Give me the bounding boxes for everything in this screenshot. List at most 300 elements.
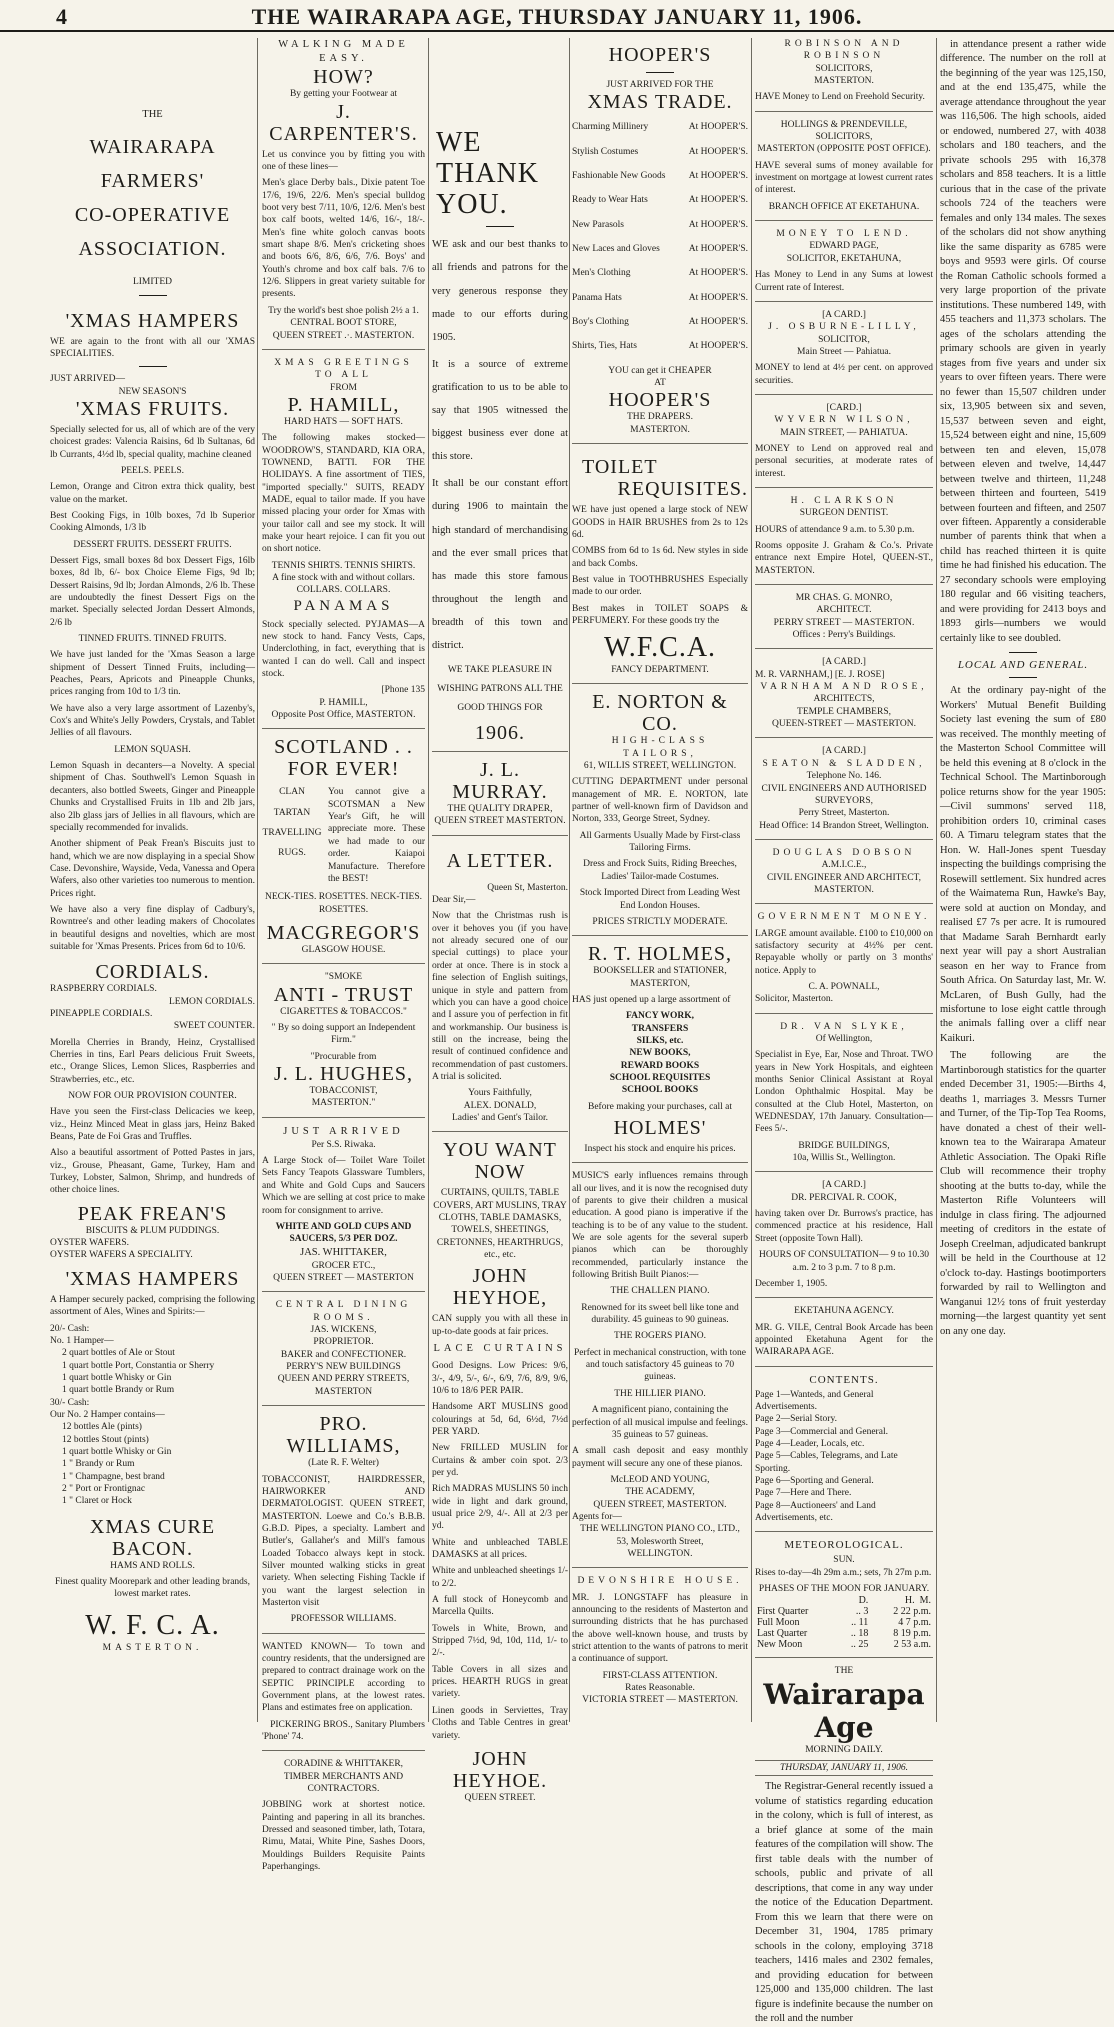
ad-label: PERRY'S NEW BUILDINGS bbox=[286, 1362, 401, 1373]
ad-body: White and unbleached TABLE DAMASKS at all prices. bbox=[432, 1537, 568, 1561]
list-item: 2 " Port or Frontignac bbox=[62, 1483, 146, 1494]
ad-label: RUGS. bbox=[278, 848, 306, 859]
ad-subheading: FOR EVER! bbox=[287, 758, 400, 781]
ad-body: Another shipment of Peak Frean's Biscuits just to hand, which we are now displaying in a special Show Case. Devonshire, Wayside, Veda, Vanessa and Opera Wafers, also other varieties too numerous to mention. Prices right. bbox=[50, 839, 255, 899]
ad-location: GLASGOW HOUSE. bbox=[301, 944, 386, 955]
ad-location: 61, WILLIS STREET, WELLINGTON. bbox=[583, 761, 737, 772]
ad-body: LARGE amount available. £100 to £10,000 on satisfactory security at 4½% per cent. Repayable wholly or partly on 3 months' notice. Apply to bbox=[755, 928, 933, 976]
list-item: 1 quart bottle Whisky or Gin bbox=[62, 1372, 172, 1383]
ad-subheading: R. T. HOLMES, bbox=[588, 943, 732, 966]
ad-label: THE QUALITY DRAPER, bbox=[447, 804, 553, 815]
ad-label: NECK-TIES. ROSETTES. NECK-TIES. ROSETTES. bbox=[264, 892, 422, 915]
ad-heading: DEVONSHIRE HOUSE. bbox=[577, 1576, 743, 1587]
ad-location: WELLINGTON. bbox=[627, 1548, 693, 1559]
ad-label: ARCHITECT. bbox=[816, 605, 872, 616]
ad-body: MONEY to Lend on approved real and personal securities, at moderate rates of interest. bbox=[755, 443, 933, 479]
table-header bbox=[755, 1595, 838, 1606]
ad-body: A magnificent piano, containing the perfection of all musical impulse and feelings. 35 guineas to 57 guineas. bbox=[572, 1405, 748, 1440]
ad-subheading: PEAK FREAN'S bbox=[77, 1202, 228, 1225]
table-header: M. bbox=[919, 1595, 931, 1607]
ad-label: LEMON CORDIALS. bbox=[168, 996, 255, 1007]
ad-location: MASTERTON." bbox=[311, 1098, 376, 1109]
ad-body: You cannot give a SCOTSMAN a New Year's Gift, he will appreciate more. These we had made to our order. Kaiapoi Manufacture. Therefore the BEST! bbox=[328, 787, 425, 884]
ad-label: HARD HATS — SOFT HATS. bbox=[284, 416, 403, 427]
ad-body: All Garments Usually Made by First-class Tailoring Firms. bbox=[579, 830, 741, 854]
ad-subheading: A LETTER. bbox=[446, 849, 554, 872]
ad-subheading: SCOTLAND . . bbox=[274, 736, 413, 759]
ad-label: McLEOD AND YOUNG, bbox=[610, 1474, 710, 1485]
ad-label: JAS. WICKENS, bbox=[310, 1325, 377, 1336]
ad-location: QUEEN STREET — MASTERTON bbox=[273, 1273, 414, 1284]
ad-subheading: HOLMES' bbox=[613, 1116, 707, 1139]
table-row bbox=[755, 1639, 933, 1650]
ad-subheading: CORDIALS. bbox=[95, 961, 210, 984]
ad-location: QUEEN STREET. bbox=[464, 1792, 536, 1803]
ad-label: SWEET COUNTER. bbox=[173, 1021, 255, 1032]
ad-body: White and unbleached sheetings 1/- to 2/2. bbox=[432, 1566, 568, 1589]
ad-body: Stock specially selected. PYJAMAS—A new stock to hand. Fancy Vests, Caps, Underclothing, in fact, everything that is wanted I can do well. Call and inspect stock. bbox=[262, 619, 425, 680]
ad-label: [A CARD.] bbox=[822, 746, 866, 757]
list-item: Ready to Wear Hats bbox=[572, 195, 648, 206]
ad-location: MASTERTON, bbox=[630, 978, 690, 989]
list-item: At HOOPER'S. bbox=[688, 171, 748, 182]
list-item: REWARD BOOKS bbox=[620, 1060, 700, 1071]
ad-label: AT bbox=[654, 378, 666, 389]
ad-subheading: 1906. bbox=[475, 722, 525, 745]
list-item: Stylish Costumes bbox=[572, 146, 639, 157]
ad-label: SUN. bbox=[833, 1555, 855, 1566]
ad-heading: DR. VAN SLYKE, bbox=[780, 1021, 908, 1032]
list-item: At HOOPER'S. bbox=[688, 122, 748, 133]
ad-body: A Hamper securely packed, comprising the following assortment of Ales, Wines and Spirits:— bbox=[50, 1294, 255, 1318]
ad-label: FANCY DEPARTMENT. bbox=[611, 665, 709, 676]
ad-subheading: BACON. bbox=[111, 1537, 193, 1560]
ad-subheading: JOHN HEYHOE. bbox=[452, 1747, 548, 1792]
ad-body: Good Designs. Low Prices: 9/6, 3/-, 4/9, 5/-, 6/-, 6/9, 7/6, 8/9, 9/6, 10/6 to 18/6 PER PAIR. bbox=[432, 1361, 568, 1396]
ad-label: OYSTER WAFERS A SPECIALITY. bbox=[50, 1250, 193, 1261]
ad-label: THE CHALLEN PIANO. bbox=[610, 1286, 710, 1297]
phone-number: [Phone 135 bbox=[381, 685, 425, 696]
ad-body: MR. G. VILE, Central Book Arcade has been appointed Eketahuna Agent for the WAIRARAPA AGE. bbox=[755, 1322, 933, 1358]
ad-label: BRANCH OFFICE AT EKETAHUNA. bbox=[768, 201, 920, 212]
ad-label: Dear Sir,— bbox=[432, 895, 476, 906]
ad-location: 10a, Willis St., Wellington. bbox=[792, 1153, 896, 1164]
list-item: Charming Millinery bbox=[572, 122, 649, 133]
ad-label: M. R. VARNHAM,] [E. J. ROSE] bbox=[755, 669, 885, 680]
ad-label: Telephone No. 146. bbox=[806, 771, 882, 782]
ad-body: Lemon Squash in decanters—a Novelty. A special shipment of Chas. Southwell's Lemon Squash in decanters, also bottled Sweets, Ginger and Pineapple Chunks and Crystallised Fruits in 1lb and 2lb jars, also 2lb glass jars of Jellies in all flavours, which are specially recommended for invalids. bbox=[50, 761, 255, 833]
ad-location: QUEEN STREET, MASTERTON. bbox=[593, 1499, 727, 1510]
ad-heading: HOLLINGS & PRENDEVILLE, bbox=[780, 119, 908, 130]
section-heading: METEOROLOGICAL. bbox=[784, 1539, 904, 1552]
list-item: At HOOPER'S. bbox=[688, 341, 748, 352]
list-item: At HOOPER'S. bbox=[688, 219, 748, 230]
ad-subheading: 'XMAS HAMPERS bbox=[65, 309, 240, 332]
ad-body: We have just landed for the 'Xmas Season a large shipment of Dessert Tinned Fruits, including— Peaches, Pears, Apricots and Pineapple Chunks, prices ranging from 10d to 1/3 tin. bbox=[50, 650, 255, 698]
ad-label: JUST ARRIVED FOR THE bbox=[606, 80, 714, 90]
ad-body: Renowned for its sweet bell like tone and durability. 45 guineas to 90 guineas. bbox=[581, 1302, 739, 1326]
list-item: At HOOPER'S. bbox=[688, 195, 748, 206]
ad-label: No. 1 Hamper— bbox=[50, 1335, 114, 1346]
ad-body: MR. J. LONGSTAFF has pleasure in announcing to the residents of Masterton and surrounding districts that he has purchased the above well-known house, and trusts by strict attention to the wants of patrons to merit a continuance of support. bbox=[572, 1592, 748, 1665]
ad-body: Rich MADRAS MUSLINS 50 inch wide in light and dark ground, usual price 2/9, 4/-. All at 2/3 per yd. bbox=[432, 1484, 568, 1532]
list-item: Page 1—Wanteds, and General Advertisements. bbox=[755, 1389, 874, 1412]
ad-label: FIRST-CLASS ATTENTION. bbox=[602, 1670, 718, 1681]
ad-heading: GOVERNMENT MONEY. bbox=[757, 912, 931, 923]
ad-heading: DR. PERCIVAL R. COOK, bbox=[791, 1192, 897, 1203]
ad-body: HOURS OF CONSULTATION— 9 to 10.30 a.m. 2 to 3 p.m. 7 to 8 p.m. bbox=[759, 1250, 929, 1273]
ad-body: It is a source of extreme gratification to us to be able to say that 1905 witnessed the biggest business ever done at this store. bbox=[432, 358, 568, 463]
ad-label: LACE CURTAINS bbox=[433, 1343, 567, 1355]
ad-subheading: XMAS CURE bbox=[89, 1515, 216, 1538]
ad-label: SOLICITOR, bbox=[818, 334, 870, 345]
ad-label: Rates Reasonable. bbox=[625, 1683, 695, 1694]
ad-label: By getting your Footwear at bbox=[289, 89, 398, 100]
list-item: At HOOPER'S. bbox=[688, 292, 748, 303]
ad-heading: MONEY TO LEND. bbox=[776, 229, 912, 240]
ad-label: A fine stock with and without collars. COLLARS. COLLARS. bbox=[272, 573, 415, 596]
column-rule bbox=[257, 38, 258, 1722]
list-item: Shirts, Ties, Hats bbox=[572, 341, 637, 352]
ad-heading: EKETAHUNA AGENCY. bbox=[794, 1306, 894, 1317]
ad-label: (Late R. F. Welter) bbox=[308, 1458, 379, 1469]
ad-body: WE are again to the front with all our 'XMAS SPECIALITIES. bbox=[50, 336, 255, 359]
ad-label: PHASES OF THE MOON FOR JANUARY. bbox=[758, 1584, 930, 1595]
table-cell: New Moon bbox=[757, 1639, 803, 1651]
ad-heading: WALKING MADE EASY. bbox=[278, 39, 409, 65]
ad-heading-line: YOU. bbox=[436, 188, 508, 220]
ad-label: EDWARD PAGE, bbox=[809, 241, 879, 252]
ad-body: Stock Imported Direct from Leading West End London Houses. bbox=[579, 888, 741, 911]
ad-heading-line: THANK bbox=[436, 157, 539, 189]
ad-body: Inspect his stock and enquire his prices. bbox=[584, 1143, 736, 1154]
ad-body: HAS just opened up a large assortment of bbox=[572, 994, 731, 1005]
list-item: Page 4—Leader, Locals, etc. bbox=[755, 1438, 865, 1449]
ad-label: Our No. 2 Hamper contains— bbox=[50, 1409, 165, 1420]
ad-subheading: PANAMAS bbox=[293, 597, 394, 614]
ad-label: TOBACCONIST, bbox=[309, 1085, 378, 1096]
ad-signature: W.F.C.A. bbox=[603, 632, 717, 664]
ad-label: Yours Faithfully, bbox=[468, 1088, 532, 1099]
table-cell: 4 7 p.m. bbox=[898, 1617, 931, 1629]
ad-label: CIGARETTES & TOBACCOS." bbox=[280, 1006, 407, 1017]
ad-heading: DOUGLAS DOBSON bbox=[772, 847, 916, 858]
ad-body: MUSIC'S early influences remains through all our lives, and it is now the recognised duty of parents to give their children a musical education. A good piano is imperative if the teaching is to be of any value to the student. We are sole agents for the several superb pianos which can be thoroughly recommended, particularly instance the following British Built Pianos:— bbox=[572, 1171, 748, 1281]
ad-heading: ROBINSON AND ROBINSON bbox=[784, 39, 904, 62]
ad-heading: XMAS GREETINGS TO ALL bbox=[274, 357, 413, 381]
ad-heading-line: WAIRARAPA bbox=[89, 136, 216, 159]
ad-body: Linen goods in Serviettes, Tray Cloths and Table Centres in great variety. bbox=[432, 1705, 568, 1741]
ad-body: CAN supply you with all these in up-to-date goods at fair prices. bbox=[432, 1314, 568, 1337]
ad-body: Let us convince you by fitting you with one of these lines— bbox=[262, 149, 425, 173]
ad-label: NOW FOR OUR PROVISION COUNTER. bbox=[68, 1091, 237, 1102]
column-rule bbox=[569, 38, 570, 1722]
ad-label: 53, Molesworth Street, bbox=[616, 1536, 704, 1547]
ad-body: Best Cooking Figs, in 10lb boxes, 7d lb Superior Cooking Almonds, 1/3 lb bbox=[50, 510, 255, 534]
ad-subheading: J. CARPENTER'S. bbox=[269, 100, 418, 145]
ad-body: CURTAINS, QUILTS, TABLE COVERS, ART MUSLINS, TRAY CLOTHS, TABLE DAMASKS, TOWELS, SHEETINGS, CRETONNES, HEARTHRUGS, etc., etc. bbox=[433, 1188, 567, 1261]
list-item: FANCY WORK, bbox=[626, 1011, 694, 1022]
ad-label: CENTRAL BOOT STORE, bbox=[290, 318, 397, 329]
dateline: THURSDAY, JANUARY 11, 1906. bbox=[755, 1760, 933, 1776]
ad-label: THE DRAPERS. bbox=[627, 412, 693, 423]
ad-location: Main Street — Pahiatua. bbox=[797, 346, 891, 357]
ad-subheading: 'XMAS FRUITS. bbox=[75, 397, 230, 420]
ad-heading: SEATON & SLADDEN, bbox=[762, 758, 926, 769]
ad-location: VICTORIA STREET — MASTERTON. bbox=[582, 1695, 738, 1706]
ad-body: Handsome ART MUSLINS good colourings at 5d, 6d, 6½d, 7½d PER YARD. bbox=[432, 1402, 568, 1437]
ad-label: GROCER ETC., bbox=[311, 1260, 376, 1271]
list-item: Men's Clothing bbox=[572, 268, 631, 279]
ad-body: Specialist in Eye, Ear, Nose and Throat. TWO years in New York Hospitals, and eighteen months Senior Clinical Assistant at Royal London Ophthalmic Hospital. May be consulted at the Club Hotel, Masterton, on WEDNESDAY, 17th January. Consultation—Fees 5/-. bbox=[755, 1050, 933, 1135]
list-item: Page 7—Here and There. bbox=[755, 1488, 852, 1499]
ad-label: [A CARD.] bbox=[822, 309, 866, 320]
list-item: 12 bottles Ale (pints) bbox=[62, 1422, 142, 1433]
section-heading: CONTENTS. bbox=[809, 1373, 879, 1386]
list-item: 1 quart bottle Port, Constantia or Sherry bbox=[62, 1360, 215, 1371]
editorial-text: The Registrar-General recently issued a volume of statistics regarding education in the colony, which is full of interest, as a brief glance at some of the main features of the compilation will show. The first table deals with the number of schools, public and private of all descriptions, that come in any way under the notice of the Education Department. From this we learn that there were on December 31, 1904, 1785 primary schools in the colony, employing 3718 teachers, 1416 males and 2302 females, and providing education for between 125,000 and 135,000 children. The last figure is indefinite because the number on the roll and the number bbox=[755, 1781, 933, 2025]
table-row bbox=[755, 1628, 933, 1639]
ad-label: Per S.S. Riwaka. bbox=[311, 1139, 376, 1150]
ad-location: MASTERTON bbox=[314, 1386, 373, 1397]
list-item: Page 6—Sporting and General. bbox=[755, 1475, 874, 1486]
ad-body: " By so doing support an Independent Firm." bbox=[271, 1022, 416, 1046]
list-item: SILKS, etc. bbox=[636, 1035, 684, 1046]
ad-label: Head Office: 14 Brandon Street, Wellington. bbox=[759, 820, 929, 831]
ad-body: Rises to-day—4h 29m a.m.; sets, 7h 27m p.m. bbox=[755, 1567, 932, 1578]
ad-location: MASTERTON. bbox=[630, 424, 690, 435]
list-item: Page 3—Commercial and General. bbox=[755, 1426, 888, 1437]
list-item: 1 " Brandy or Rum bbox=[62, 1459, 135, 1470]
ad-heading: WYVERN WILSON, bbox=[774, 415, 914, 426]
ad-location: Opposite Post Office, MASTERTON. bbox=[271, 710, 416, 721]
ad-label: [CARD.] bbox=[826, 402, 862, 413]
table-row bbox=[755, 1595, 933, 1606]
ad-heading: CENTRAL DINING ROOMS. bbox=[275, 1300, 412, 1323]
ad-body: Has Money to Lend in any Sums at lowest Current rate of Interest. bbox=[755, 270, 933, 293]
ad-location: MASTERTON. bbox=[102, 1642, 203, 1653]
list-item: TRANSFERS bbox=[631, 1023, 689, 1034]
ad-subheading: J. L. MURRAY. bbox=[452, 759, 548, 804]
ad-label: TARTAN bbox=[273, 807, 311, 818]
table-cell: .. 25 bbox=[850, 1639, 869, 1651]
ad-label: TINNED FRUITS. TINNED FRUITS. bbox=[78, 634, 227, 645]
ad-heading: H. CLARKSON bbox=[790, 495, 898, 506]
table-header: H. bbox=[904, 1595, 915, 1607]
ad-heading: VARNHAM AND ROSE, bbox=[760, 682, 928, 693]
news-text: The following are the Martinborough statistics for the quarter ended December 31, 1905:—Births 4, deaths 1, marriages 3. Messrs Turner and Turner, of the Tip-Top Tea Rooms, have donated a chest of their well-known tea to the Wairarapa Amateur Athletic Association. The Opaki Rifle Club will recommence their trophy shooting at the butts to-day, while the Masterton Rifle Volunteers will indulge in class firing. The adjourned meeting of creditors in the estate of Joseph Creelman, adjudicated bankrupt will be held in the Courthouse at 12 o'clock to-day. Hastings bootimporters forwarded by rail to Wellington and Wanganui 12½ tons of fruit yesterday morning—the largest quantity yet sent on any one day. bbox=[940, 1050, 1106, 1337]
column-3 bbox=[432, 38, 568, 1803]
ad-label: Offices : Perry's Buildings. bbox=[792, 630, 896, 641]
ad-label: "Procurable from bbox=[310, 1051, 377, 1062]
table-cell: .. 11 bbox=[851, 1617, 869, 1629]
list-item: Panama Hats bbox=[572, 292, 622, 303]
list-item: Fashionable New Goods bbox=[572, 171, 666, 182]
column-4 bbox=[572, 38, 748, 1722]
ad-subheading: E. NORTON & CO. bbox=[592, 691, 728, 736]
ad-label: Ladies' and Gent's Tailor. bbox=[452, 1112, 548, 1123]
column-6 bbox=[940, 38, 1106, 1722]
ad-body: Finest quality Moorepark and other leading brands, lowest market rates. bbox=[55, 1577, 250, 1600]
ad-label: JAS. WHITTAKER, bbox=[300, 1246, 387, 1258]
column-5 bbox=[755, 38, 933, 2025]
ad-location: Perry Street, Masterton. bbox=[798, 808, 890, 819]
ad-label: NEW SEASON'S bbox=[118, 386, 187, 397]
ad-body: A small cash deposit and easy monthly payment will secure any one of these pianos. bbox=[572, 1446, 748, 1469]
ad-label: OYSTER WAFERS. bbox=[50, 1238, 130, 1249]
ad-label: HAMS AND ROLLS. bbox=[110, 1560, 195, 1571]
ad-label: PEELS. PEELS. bbox=[120, 465, 185, 476]
list-item: 2 quart bottles of Ale or Stout bbox=[62, 1348, 175, 1359]
column-rule bbox=[751, 38, 752, 1722]
ad-heading: MR CHAS. G. MONRO, bbox=[795, 593, 893, 604]
ad-heading-line: WE bbox=[436, 127, 482, 158]
ad-label: THE HILLIER PIANO. bbox=[614, 1388, 706, 1399]
ad-body: Table Covers in all sizes and prices. HEARTH RUGS in great variety. bbox=[432, 1664, 568, 1700]
list-item: New Laces and Gloves bbox=[572, 244, 660, 255]
ad-label: PRICES STRICTLY MODERATE. bbox=[592, 916, 728, 927]
section-heading: LOCAL AND GENERAL. bbox=[957, 659, 1089, 672]
ad-body: JOBBING work at shortest notice. Painting and papering in all its branches. Dressed and seasoned timber, lath, Totara, Rimu, Matai, White Pine, Sashes Doors, Mouldings Builders Requisite Paints Paperhangings. bbox=[262, 1800, 425, 1873]
ad-subheading: JOHN HEYHOE, bbox=[452, 1265, 548, 1310]
ad-body: Men's glace Derby bals., Dixie patent Toe 17/6, 19/6, 22/6. Men's special bulldog boot very best 7/11, 10/6, 12/6. Men's best box calf boots, welted 14/6, 16/-, 18/-. Men's fine white goloch canvas boots smart shape 8/6. Men's cricketing shoes and boots 6/6, 8/6, 6/6, 7/6. Boys' and Youth's chrome and box calf bals. 7/6 to 12/6. Slippers in great variety suitable for presents. bbox=[262, 178, 425, 300]
ad-label: A.M.I.C.E., bbox=[821, 860, 867, 871]
ad-label: "SMOKE bbox=[324, 972, 363, 983]
ad-label: ARCHITECTS, bbox=[813, 694, 875, 705]
table-row bbox=[755, 1617, 933, 1628]
ad-body: having taken over Dr. Burrows's practice, has commenced practice at his residence, Hall Street (opposite Town Hall). bbox=[755, 1209, 933, 1244]
ad-label: 20/- Cash: bbox=[50, 1323, 90, 1334]
ad-label: THE ACADEMY, bbox=[625, 1487, 695, 1498]
nameplate: Wairarapa Age bbox=[763, 1677, 925, 1744]
list-item: New Parasols bbox=[572, 219, 624, 230]
ad-body: Specially selected for us, all of which are of the very choicest grades: Valencia Raisins, 6d lb Sultanas, 6d lb Currants, 4½d lb, special quality, machine cleaned bbox=[50, 424, 255, 460]
ad-body: Towels in White, Brown, and Stripped 7½d, 9d, 10d, 11d, 1/- to 2/-. bbox=[432, 1623, 568, 1659]
ad-signature: W. F. C. A. bbox=[85, 1609, 220, 1641]
column-rule bbox=[428, 38, 429, 1722]
masthead bbox=[0, 0, 1114, 32]
ad-label: ALEX. DONALD, bbox=[463, 1100, 537, 1111]
ad-subheading: MACGREGOR'S bbox=[266, 921, 421, 944]
ad-label: MORNING DAILY. bbox=[805, 1744, 883, 1755]
ad-heading: HOOPER'S bbox=[608, 44, 712, 66]
ad-label: [A CARD.] bbox=[822, 1180, 866, 1191]
ad-label: PICKERING BROS., Sanitary Plumbers bbox=[270, 1719, 425, 1730]
ad-body: WE ask and our best thanks to all friends and patrons for the very generous response they made to our efforts during 1905. bbox=[432, 239, 568, 343]
ad-body: COMBS from 6d to 1s 6d. New styles in side and back Combs. bbox=[572, 546, 748, 569]
ad-label: TIMBER MERCHANTS AND CONTRACTORS. bbox=[283, 1771, 404, 1795]
list-item: Page 8—Auctioneers' and Land Advertisements, etc. bbox=[755, 1500, 876, 1523]
ad-label: BAKER and CONFECTIONER. bbox=[280, 1349, 407, 1360]
table-header: D. bbox=[858, 1595, 869, 1607]
table-cell: First Quarter bbox=[757, 1606, 809, 1618]
ad-location: QUEEN-STREET — MASTERTON. bbox=[772, 719, 916, 730]
ad-label: P. HAMILL, bbox=[319, 697, 368, 708]
ad-body: Before making your purchases, call at bbox=[587, 1101, 733, 1112]
ad-body: Best makes in TOILET SOAPS & PERFUMERY. For these goods try the bbox=[572, 603, 748, 626]
phone-number: 'Phone' 74. bbox=[262, 1732, 304, 1743]
ad-label: THE ROGERS PIANO. bbox=[613, 1331, 707, 1342]
ad-body: Now that the Christmas rush is over it behoves you (if you have not already secured one of our special cuttings) to place your order at once. There is in stock a fine selection of English suitings, unique in style and pattern from which you can have a good choice and I assure you of perfection in fit and workmanship. Our business is still on the increase, being the result of continued confidence and recommendation of past customers. A trial is solicited. bbox=[432, 911, 568, 1082]
ad-intro: THE bbox=[142, 109, 163, 120]
ad-location: MAIN STREET, — PAHIATUA. bbox=[780, 427, 908, 438]
ad-label: YOU can get it CHEAPER bbox=[608, 365, 712, 376]
ad-body: WANTED KNOWN— To town and country residents, that the undersigned are prepared to contract drainage work on the SEPTIC PRINCIPLE according to Government plans, at the lowest rates. Plans and estimates free on application. bbox=[262, 1641, 425, 1714]
ad-location: PERRY STREET — MASTERTON. bbox=[773, 617, 915, 628]
ad-label: C. A. POWNALL, bbox=[808, 981, 880, 992]
ad-label: BRIDGE BUILDINGS, bbox=[798, 1140, 890, 1151]
ad-label: FROM bbox=[330, 382, 357, 393]
ad-label: Agents for— bbox=[572, 1511, 622, 1522]
ad-subheading: ANTI - TRUST bbox=[273, 983, 414, 1006]
ad-body: WE TAKE PLEASURE IN WISHING PATRONS ALL THE GOOD THINGS FOR bbox=[437, 665, 563, 714]
ad-subheading: YOU WANT NOW bbox=[443, 1139, 557, 1184]
ad-location: MASTERTON. bbox=[814, 76, 874, 87]
table-cell: 2 53 a.m. bbox=[893, 1639, 931, 1651]
table-cell: .. 3 bbox=[855, 1606, 869, 1618]
news-text: At the ordinary pay-night of the Workers' Mutual Benefit Building Society last evening the sum of £80 was received. The monthly meeting of the Masterton School Committee will be held this evening at 8 o'clock in the Technical School. The Martinborough police returns show for the year 1905:—Civil summons' served 118, prohibition orders 10, criminal cases 60. A Timaru telegram states that the Hon. W. Hall-Jones spent Tuesday inspecting the buildings comprising the Rosewill settlement. Six hundred acres of the Waimatema Run, Hawke's Bay, were sold at auction on Monday, and realised £7 7s per acre. It is rumoured that Madame Sarah Bernhardt early next year will pay a short Australian season en her way to France from South Africa. On Saturday last, Mr. W. McLaren, of Bush Gully, had the misfortune to lose eight cattle through the animals falling over a cliff near Kaikuri. bbox=[940, 685, 1106, 1044]
ad-body: It shall be our constant effort during 1906 to maintain the high standard of merchandising and the ever small prices that has made this store famous throughout the length and breadth of this town and district. bbox=[432, 478, 568, 651]
column-rule bbox=[936, 38, 937, 1722]
ad-body: A Large Stock of— Toilet Ware Toilet Sets Fancy Teapots Glassware Tumblers, and White and Gold Cups and Saucers Which we are selling at cost price to make room for consignment to arrive. bbox=[262, 1156, 425, 1216]
ad-body: TOBACCONIST, HAIRDRESSER, HAIRWORKER AND DERMATOLOGIST. QUEEN STREET, MASTERTON. Loewe and Co.'s B.B.B. G.B.D. Pipes, a specialty. Lambert and Butler's, Gallaher's and Mill's famous Loaded Tobacco always kept in stock. Silver mounted walking sticks in great variety. When selecting Fishing Tackle if you want the largest selection in Masterton visit bbox=[262, 1474, 425, 1608]
list-item: At HOOPER'S. bbox=[688, 268, 748, 279]
table-cell: .. 18 bbox=[850, 1628, 869, 1640]
ad-label: CORADINE & WHITTAKER, bbox=[283, 1759, 404, 1770]
list-item: 12 bottles Stout (pints) bbox=[62, 1434, 149, 1445]
ad-subheading: PRO. WILLIAMS, bbox=[286, 1413, 401, 1458]
list-item: At HOOPER'S. bbox=[688, 244, 748, 255]
ad-label: Solicitor, Masterton. bbox=[755, 994, 833, 1005]
ad-label: PROPRIETOR. bbox=[313, 1337, 374, 1348]
ad-label: PROFESSOR WILLIAMS. bbox=[290, 1614, 397, 1625]
ad-label: CLAN bbox=[279, 787, 305, 798]
ad-label: DESSERT FRUITS. DESSERT FRUITS. bbox=[73, 539, 232, 550]
ad-body: HOURS of attendance 9 a.m. to 5.30 p.m. bbox=[755, 524, 915, 535]
ad-label: Queen St, Masterton. bbox=[487, 882, 568, 893]
ad-location: MASTERTON. bbox=[814, 884, 874, 895]
ad-heading: J. OSBURNE-LILLY, bbox=[768, 322, 920, 333]
ad-body: Rooms opposite J. Graham & Co.'s. Private entrance next Empire Hotel, QUEEN-ST., MASTERTON. bbox=[755, 541, 933, 576]
list-item: 1 " Champagne, best brand bbox=[62, 1471, 165, 1482]
list-item: NEW BOOKS, bbox=[629, 1048, 691, 1059]
ad-label: TRAVELLING bbox=[262, 828, 322, 839]
ad-subheading: 'XMAS HAMPERS bbox=[65, 1267, 240, 1290]
ad-body: We have also a very large assortment of Lazenby's, Cox's and White's Jelly Powders, Crystals, and Tablet Jellies of all flavours. bbox=[50, 703, 255, 739]
ad-heading-line: CO-OPERATIVE bbox=[74, 204, 231, 227]
list-item: SCHOOL REQUISITES bbox=[609, 1072, 711, 1083]
ad-label: BISCUITS & PLUM PUDDINGS. bbox=[85, 1225, 220, 1236]
ad-body: MONEY to lend at 4½ per cent. on approved securities. bbox=[755, 363, 933, 386]
ad-subheading: J. L. HUGHES, bbox=[273, 1062, 414, 1085]
ad-label: BOOKSELLER and STATIONER, bbox=[593, 966, 727, 977]
ad-body: The following makes stocked—WOODROW'S, STANDARD, KIA ORA, TOWNEND, BATTI. FOR THE HOLIDAYS. A fine assortment of TIES, "imported specially." SUITS, READY MADE, equal to tailor made. If you have missed placing your order for Xmas with your tailor call and see my stock. It will make your heart rejoice. I can fit you out on short notice. bbox=[262, 433, 425, 555]
table-cell: Full Moon bbox=[757, 1617, 800, 1629]
table-cell: 8 19 p.m. bbox=[893, 1628, 931, 1640]
ad-body: Perfect in mechanical construction, with tone and touch satisfactory 45 guineas to 70 guineas. bbox=[574, 1347, 746, 1383]
ad-body: Dress and Frock Suits, Riding Breeches, Ladies' Tailor-made Costumes. bbox=[583, 859, 737, 882]
ad-label: WHITE AND GOLD CUPS AND SAUCERS, 5/3 PER DOZ. bbox=[275, 1221, 412, 1245]
ad-label: 30/- Cash: bbox=[50, 1397, 90, 1408]
list-item: SCHOOL BOOKS bbox=[621, 1085, 699, 1096]
masthead-title: THE WAIRARAPA AGE, THURSDAY JANUARY 11, 1906. bbox=[251, 4, 863, 29]
nameplate-the: THE bbox=[834, 1666, 854, 1677]
ad-label: QUEEN AND PERRY STREETS, bbox=[277, 1374, 410, 1385]
ad-body: Have you seen the First-class Delicacies we keep, viz., Heinz Minced Meat in glass jars, Heinz Baked Beans, Pate de Foi Gras and Truffles. bbox=[50, 1107, 255, 1143]
ad-location: QUEEN STREET MASTERTON. bbox=[434, 816, 566, 827]
list-item: 1 " Claret or Hock bbox=[62, 1496, 132, 1507]
list-item: Boy's Clothing bbox=[572, 317, 629, 328]
